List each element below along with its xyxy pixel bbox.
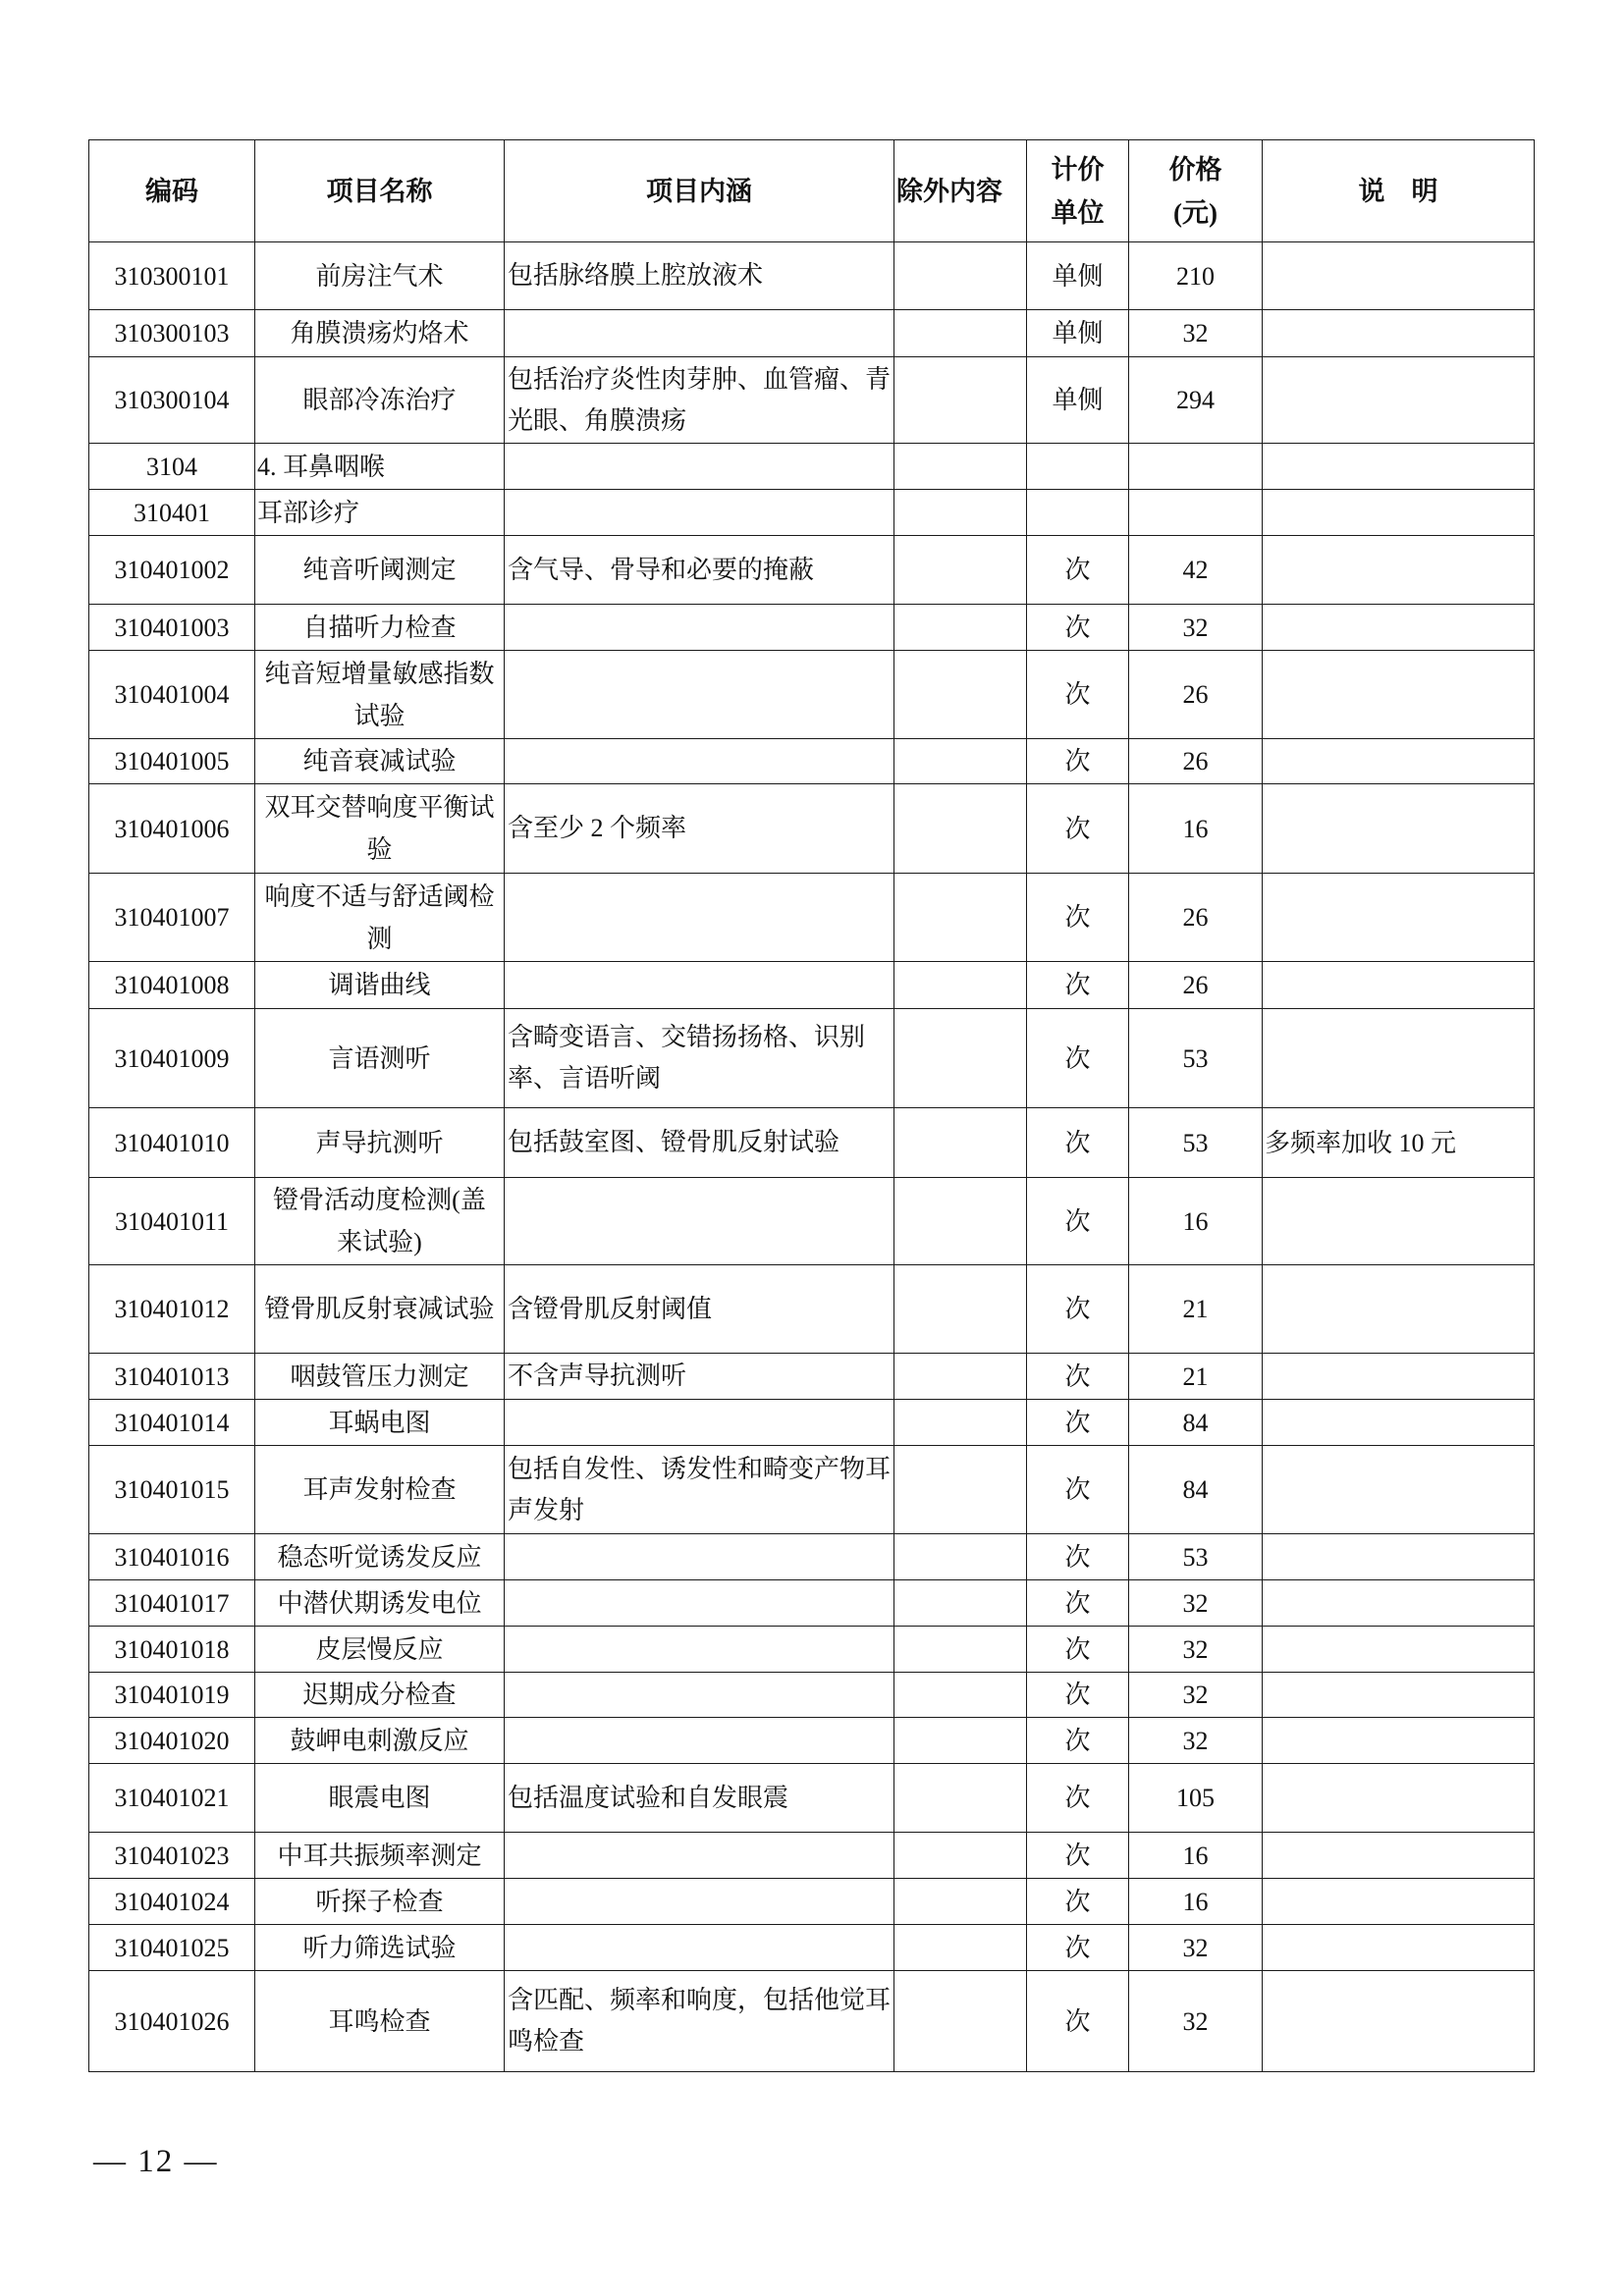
cell-notes [1263, 1718, 1535, 1764]
cell-exclusions [894, 605, 1027, 651]
header-notes: 说 明 [1263, 140, 1535, 242]
cell-name: 双耳交替响度平衡试验 [255, 784, 505, 874]
cell-unit: 次 [1027, 1718, 1129, 1764]
cell-unit: 单侧 [1027, 357, 1129, 444]
cell-content [505, 605, 894, 651]
cell-name: 中潜伏期诱发电位 [255, 1580, 505, 1627]
cell-code: 310401007 [89, 874, 255, 962]
cell-name: 前房注气术 [255, 242, 505, 310]
cell-name: 皮层慢反应 [255, 1627, 505, 1673]
cell-exclusions [894, 1534, 1027, 1580]
cell-code: 310401025 [89, 1925, 255, 1971]
cell-price: 21 [1129, 1265, 1263, 1354]
cell-code: 310401023 [89, 1833, 255, 1879]
cell-price: 26 [1129, 739, 1263, 784]
cell-name: 眼震电图 [255, 1764, 505, 1833]
cell-price: 105 [1129, 1764, 1263, 1833]
table-row [89, 651, 1535, 739]
cell-notes [1263, 1400, 1535, 1446]
cell-price: 21 [1129, 1354, 1263, 1400]
cell-exclusions [894, 444, 1027, 490]
table-row [89, 1580, 1535, 1627]
cell-exclusions [894, 874, 1027, 962]
cell-exclusions [894, 1265, 1027, 1354]
cell-unit: 次 [1027, 536, 1129, 605]
cell-content: 含镫骨肌反射阈值 [505, 1265, 894, 1354]
cell-unit: 单侧 [1027, 310, 1129, 357]
header-exclusions: 除外内容 [894, 140, 1027, 242]
cell-name: 4. 耳鼻咽喉 [255, 444, 505, 490]
cell-name: 耳鸣检查 [255, 1971, 505, 2072]
cell-price: 16 [1129, 1879, 1263, 1925]
cell-exclusions [894, 784, 1027, 874]
cell-unit [1027, 490, 1129, 536]
cell-code: 3104 [89, 444, 255, 490]
cell-price: 32 [1129, 1627, 1263, 1673]
cell-code: 310401006 [89, 784, 255, 874]
cell-exclusions [894, 310, 1027, 357]
cell-price: 26 [1129, 874, 1263, 962]
cell-notes [1263, 1879, 1535, 1925]
cell-notes [1263, 490, 1535, 536]
cell-price: 32 [1129, 1673, 1263, 1718]
cell-name: 耳部诊疗 [255, 490, 505, 536]
cell-unit: 次 [1027, 874, 1129, 962]
cell-price: 32 [1129, 1971, 1263, 2072]
table-row [89, 1108, 1535, 1178]
table-row [89, 1265, 1535, 1354]
cell-price: 84 [1129, 1400, 1263, 1446]
table-row [89, 784, 1535, 874]
table-row [89, 605, 1535, 651]
table-row [89, 1673, 1535, 1718]
cell-name: 纯音听阈测定 [255, 536, 505, 605]
cell-code: 310401013 [89, 1354, 255, 1400]
price-table [88, 139, 1535, 2072]
cell-content: 包括自发性、诱发性和畸变产物耳声发射 [505, 1446, 894, 1534]
cell-unit: 次 [1027, 739, 1129, 784]
cell-notes [1263, 1673, 1535, 1718]
cell-unit: 次 [1027, 784, 1129, 874]
table-row [89, 1009, 1535, 1108]
cell-content [505, 1673, 894, 1718]
cell-content [505, 1580, 894, 1627]
cell-exclusions [894, 1718, 1027, 1764]
cell-code: 310401003 [89, 605, 255, 651]
cell-notes [1263, 1265, 1535, 1354]
header-price [1129, 140, 1263, 242]
cell-code: 310401004 [89, 651, 255, 739]
table-row [89, 962, 1535, 1009]
cell-notes [1263, 1971, 1535, 2072]
cell-price: 32 [1129, 1580, 1263, 1627]
header-unit-line1: 计价 [1051, 154, 1105, 185]
cell-exclusions [894, 1833, 1027, 1879]
cell-exclusions [894, 1446, 1027, 1534]
cell-unit: 次 [1027, 1627, 1129, 1673]
cell-price: 32 [1129, 1925, 1263, 1971]
cell-notes [1263, 605, 1535, 651]
cell-content: 包括鼓室图、镫骨肌反射试验 [505, 1108, 894, 1178]
cell-exclusions [894, 1764, 1027, 1833]
cell-code: 310401019 [89, 1673, 255, 1718]
cell-exclusions [894, 1400, 1027, 1446]
cell-notes [1263, 739, 1535, 784]
cell-code: 310401008 [89, 962, 255, 1009]
section-row [89, 490, 1535, 536]
cell-code: 310401012 [89, 1265, 255, 1354]
cell-unit: 次 [1027, 1009, 1129, 1108]
cell-unit: 次 [1027, 1354, 1129, 1400]
cell-exclusions [894, 490, 1027, 536]
cell-exclusions [894, 1580, 1027, 1627]
cell-unit: 次 [1027, 1971, 1129, 2072]
cell-price: 26 [1129, 962, 1263, 1009]
cell-unit: 次 [1027, 1764, 1129, 1833]
cell-content: 包括温度试验和自发眼震 [505, 1764, 894, 1833]
cell-exclusions [894, 242, 1027, 310]
cell-price: 210 [1129, 242, 1263, 310]
cell-exclusions [894, 357, 1027, 444]
cell-exclusions [894, 1879, 1027, 1925]
cell-content [505, 310, 894, 357]
cell-notes [1263, 1833, 1535, 1879]
cell-code: 310401 [89, 490, 255, 536]
cell-notes [1263, 784, 1535, 874]
cell-name: 鼓岬电刺激反应 [255, 1718, 505, 1764]
cell-content [505, 739, 894, 784]
cell-price [1129, 490, 1263, 536]
table-row [89, 1971, 1535, 2072]
cell-unit: 次 [1027, 605, 1129, 651]
cell-name: 镫骨活动度检测(盖来试验) [255, 1178, 505, 1265]
table-row [89, 536, 1535, 605]
cell-unit: 次 [1027, 1534, 1129, 1580]
cell-content [505, 1925, 894, 1971]
table-row [89, 1400, 1535, 1446]
cell-notes [1263, 1627, 1535, 1673]
header-name: 项目名称 [255, 140, 505, 242]
cell-notes [1263, 1925, 1535, 1971]
cell-name: 听探子检查 [255, 1879, 505, 1925]
cell-code: 310401002 [89, 536, 255, 605]
table-row [89, 739, 1535, 784]
cell-unit: 次 [1027, 1833, 1129, 1879]
cell-unit: 次 [1027, 1108, 1129, 1178]
cell-notes [1263, 962, 1535, 1009]
header-content: 项目内涵 [505, 140, 894, 242]
cell-code: 310300104 [89, 357, 255, 444]
table-row [89, 1178, 1535, 1265]
cell-notes [1263, 1354, 1535, 1400]
cell-code: 310401010 [89, 1108, 255, 1178]
page-number: — 12 — [93, 2144, 219, 2179]
cell-content [505, 1400, 894, 1446]
cell-unit: 次 [1027, 1879, 1129, 1925]
cell-code: 310401011 [89, 1178, 255, 1265]
cell-name: 声导抗测听 [255, 1108, 505, 1178]
cell-price: 16 [1129, 1178, 1263, 1265]
cell-content: 包括治疗炎性肉芽肿、血管瘤、青光眼、角膜溃疡 [505, 357, 894, 444]
cell-name: 纯音短增量敏感指数试验 [255, 651, 505, 739]
header-unit [1027, 140, 1129, 242]
table-row [89, 1627, 1535, 1673]
cell-notes [1263, 310, 1535, 357]
cell-unit: 次 [1027, 1673, 1129, 1718]
cell-exclusions [894, 1673, 1027, 1718]
cell-code: 310401026 [89, 1971, 255, 2072]
cell-code: 310401017 [89, 1580, 255, 1627]
cell-notes [1263, 874, 1535, 962]
cell-content [505, 1833, 894, 1879]
cell-notes [1263, 1009, 1535, 1108]
cell-name: 稳态听觉诱发反应 [255, 1534, 505, 1580]
cell-exclusions [894, 1009, 1027, 1108]
cell-name: 中耳共振频率测定 [255, 1833, 505, 1879]
cell-content: 包括脉络膜上腔放液术 [505, 242, 894, 310]
table-row [89, 1446, 1535, 1534]
cell-code: 310300103 [89, 310, 255, 357]
cell-exclusions [894, 962, 1027, 1009]
cell-unit: 次 [1027, 1446, 1129, 1534]
cell-price: 84 [1129, 1446, 1263, 1534]
table-row [89, 1718, 1535, 1764]
cell-code: 310401024 [89, 1879, 255, 1925]
header-unit-line2: 单位 [1051, 197, 1105, 228]
cell-code: 310300101 [89, 242, 255, 310]
cell-content: 含气导、骨导和必要的掩蔽 [505, 536, 894, 605]
cell-content [505, 1627, 894, 1673]
cell-code: 310401005 [89, 739, 255, 784]
cell-notes [1263, 444, 1535, 490]
cell-price: 32 [1129, 605, 1263, 651]
cell-unit: 次 [1027, 651, 1129, 739]
cell-content [505, 1178, 894, 1265]
cell-notes [1263, 357, 1535, 444]
header-code: 编码 [89, 140, 255, 242]
cell-content [505, 490, 894, 536]
cell-unit [1027, 444, 1129, 490]
cell-name: 自描听力检查 [255, 605, 505, 651]
cell-name: 言语测听 [255, 1009, 505, 1108]
cell-exclusions [894, 1354, 1027, 1400]
cell-content [505, 1534, 894, 1580]
cell-code: 310401014 [89, 1400, 255, 1446]
cell-price: 53 [1129, 1534, 1263, 1580]
cell-price: 32 [1129, 1718, 1263, 1764]
cell-code: 310401021 [89, 1764, 255, 1833]
cell-content [505, 874, 894, 962]
cell-price: 16 [1129, 784, 1263, 874]
cell-content [505, 1879, 894, 1925]
cell-name: 响度不适与舒适阈检测 [255, 874, 505, 962]
cell-price: 294 [1129, 357, 1263, 444]
cell-name: 耳声发射检查 [255, 1446, 505, 1534]
cell-code: 310401016 [89, 1534, 255, 1580]
cell-unit: 次 [1027, 1580, 1129, 1627]
table-row [89, 1879, 1535, 1925]
cell-content [505, 444, 894, 490]
cell-content: 不含声导抗测听 [505, 1354, 894, 1400]
header-price-line2: (元) [1173, 197, 1218, 228]
cell-code: 310401020 [89, 1718, 255, 1764]
cell-code: 310401018 [89, 1627, 255, 1673]
table-body [89, 242, 1535, 2072]
cell-name: 纯音衰减试验 [255, 739, 505, 784]
cell-unit: 次 [1027, 1925, 1129, 1971]
cell-price: 53 [1129, 1009, 1263, 1108]
cell-exclusions [894, 1627, 1027, 1673]
cell-exclusions [894, 1108, 1027, 1178]
cell-content [505, 1718, 894, 1764]
cell-notes [1263, 1446, 1535, 1534]
cell-content: 含畸变语言、交错扬扬格、识别率、言语听阈 [505, 1009, 894, 1108]
cell-unit: 次 [1027, 1400, 1129, 1446]
cell-unit: 次 [1027, 1178, 1129, 1265]
cell-notes [1263, 1764, 1535, 1833]
cell-price: 16 [1129, 1833, 1263, 1879]
header-price-line1: 价格 [1168, 154, 1222, 185]
section-row [89, 444, 1535, 490]
cell-name: 听力筛选试验 [255, 1925, 505, 1971]
cell-notes [1263, 536, 1535, 605]
table-row [89, 1764, 1535, 1833]
cell-notes [1263, 1178, 1535, 1265]
cell-content: 含匹配、频率和响度，包括他觉耳鸣检查 [505, 1971, 894, 2072]
cell-name: 迟期成分检查 [255, 1673, 505, 1718]
cell-exclusions [894, 536, 1027, 605]
cell-notes [1263, 1580, 1535, 1627]
cell-exclusions [894, 1178, 1027, 1265]
table-row [89, 874, 1535, 962]
cell-price: 53 [1129, 1108, 1263, 1178]
cell-content: 含至少 2 个频率 [505, 784, 894, 874]
cell-exclusions [894, 1925, 1027, 1971]
cell-content [505, 962, 894, 1009]
cell-notes [1263, 1534, 1535, 1580]
cell-unit: 次 [1027, 1265, 1129, 1354]
cell-code: 310401009 [89, 1009, 255, 1108]
table-row [89, 1925, 1535, 1971]
cell-price [1129, 444, 1263, 490]
table-row [89, 310, 1535, 357]
cell-notes: 多频率加收 10 元 [1263, 1108, 1535, 1178]
cell-exclusions [894, 739, 1027, 784]
cell-exclusions [894, 1971, 1027, 2072]
cell-name: 镫骨肌反射衰减试验 [255, 1265, 505, 1354]
cell-price: 32 [1129, 310, 1263, 357]
table-row [89, 1354, 1535, 1400]
table-header-row [89, 140, 1535, 242]
cell-notes [1263, 242, 1535, 310]
cell-name: 调谐曲线 [255, 962, 505, 1009]
table-row [89, 357, 1535, 444]
cell-name: 咽鼓管压力测定 [255, 1354, 505, 1400]
cell-content [505, 651, 894, 739]
table-row [89, 1534, 1535, 1580]
cell-code: 310401015 [89, 1446, 255, 1534]
cell-name: 耳蜗电图 [255, 1400, 505, 1446]
cell-name: 角膜溃疡灼烙术 [255, 310, 505, 357]
cell-price: 42 [1129, 536, 1263, 605]
table-row [89, 242, 1535, 310]
cell-notes [1263, 651, 1535, 739]
cell-name: 眼部冷冻治疗 [255, 357, 505, 444]
table-row [89, 1833, 1535, 1879]
cell-unit: 次 [1027, 962, 1129, 1009]
cell-exclusions [894, 651, 1027, 739]
cell-unit: 单侧 [1027, 242, 1129, 310]
cell-price: 26 [1129, 651, 1263, 739]
